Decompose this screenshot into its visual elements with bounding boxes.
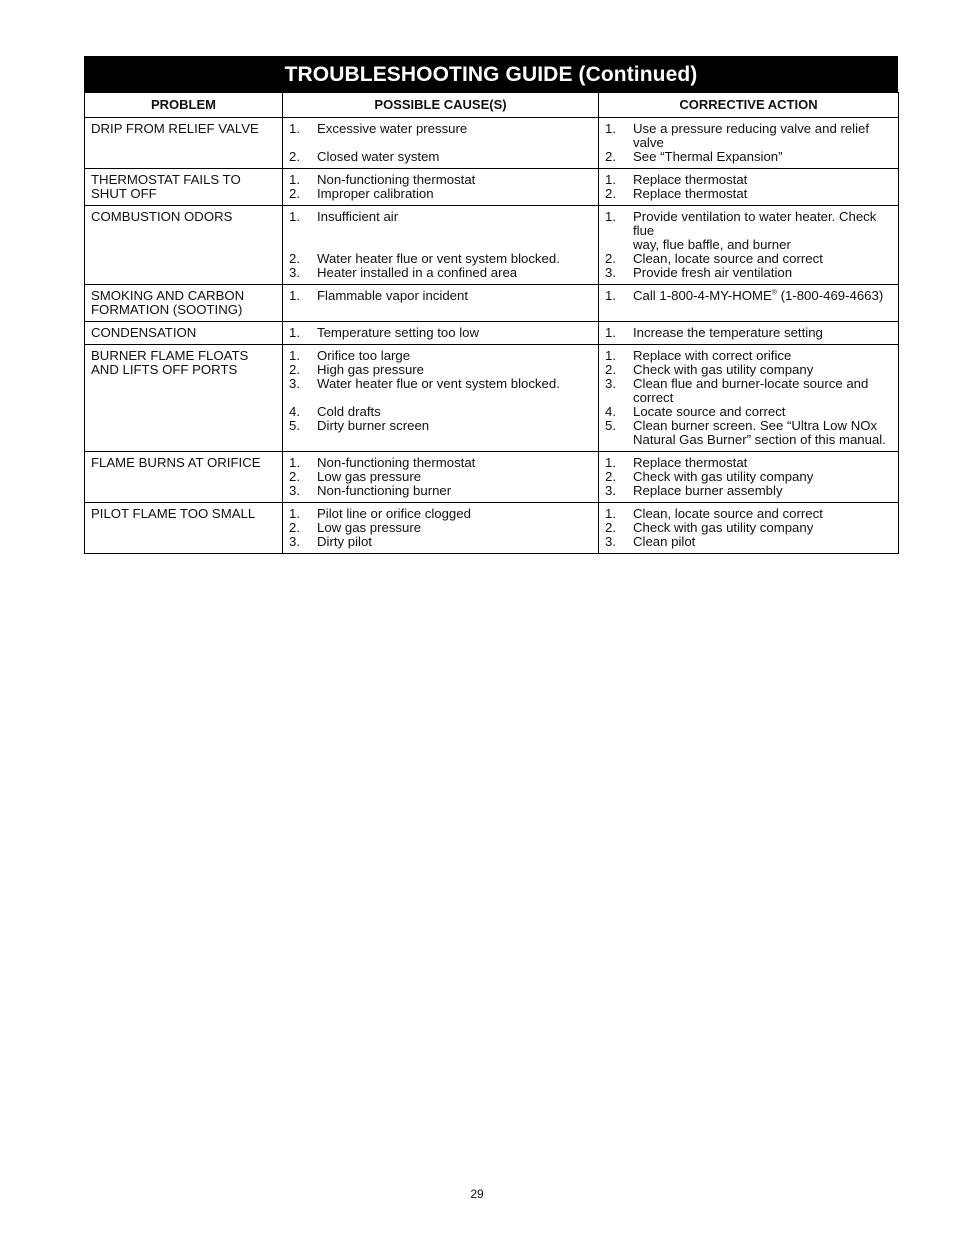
actions-cell	[599, 169, 899, 206]
list-item: 2. Replace thermostat	[605, 186, 748, 201]
troubleshooting-table	[84, 92, 899, 554]
table-row	[85, 285, 899, 322]
list-item: 3. Non-functioning burner	[289, 483, 452, 498]
causes-cell	[283, 118, 599, 169]
problem-cell: DRIP FROM RELIEF VALVE	[85, 118, 283, 169]
list-item: 3. Water heater flue or vent system blocked.	[289, 376, 560, 391]
list-item: 3. Heater installed in a confined area	[289, 265, 518, 280]
list-item: 5. Dirty burner screen	[289, 418, 430, 433]
causes-cell	[283, 169, 599, 206]
problem-cell: THERMOSTAT FAILS TO SHUT OFF	[85, 169, 283, 206]
problem-cell: CONDENSATION	[85, 322, 283, 345]
list-item: 2. Check with gas utility company	[605, 362, 814, 377]
header-corrective-action: CORRECTIVE ACTION	[599, 93, 899, 118]
list-item: 1. Call 1-800-4-MY-HOME® (1-800-469-4663)	[605, 288, 884, 303]
list-item: 1. Flammable vapor incident	[289, 288, 468, 303]
problem-cell: PILOT FLAME TOO SMALL	[85, 503, 283, 554]
list-item: 1. Replace thermostat	[605, 172, 748, 187]
list-item: 2. Improper calibration	[289, 186, 434, 201]
problem-cell: SMOKING AND CARBON FORMATION (SOOTING)	[85, 285, 283, 322]
list-item: 1. Insufficient air	[289, 209, 399, 224]
list-item: 1. Pilot line or orifice clogged	[289, 506, 471, 521]
list-item: 3. Dirty pilot	[289, 534, 372, 549]
actions-cell	[599, 118, 899, 169]
list-item: 1. Replace thermostat	[605, 455, 748, 470]
list-item: 3. Clean flue and burner-locate source and correct	[605, 376, 869, 405]
actions-cell	[599, 206, 899, 285]
actions-cell	[599, 322, 899, 345]
list-item: 1. Temperature setting too low	[289, 325, 479, 340]
list-item: 2. Check with gas utility company	[605, 469, 814, 484]
troubleshooting-guide	[84, 56, 898, 554]
page-number: 29	[470, 1187, 484, 1201]
actions-cell	[599, 285, 899, 322]
list-item: 3. Provide fresh air ventilation	[605, 265, 793, 280]
phone-number: (1-800-469-4663)	[776, 288, 884, 303]
table-row	[85, 452, 899, 503]
list-item: 2. Low gas pressure	[289, 469, 422, 484]
registered-mark: ®	[771, 289, 777, 297]
list-item: 1. Replace with correct orifice	[605, 348, 792, 363]
list-item: 2. Check with gas utility company	[605, 520, 814, 535]
table-row	[85, 503, 899, 554]
list-item: 1. Provide ventilation to water heater. Check flue	[605, 209, 877, 238]
table-row	[85, 322, 899, 345]
causes-cell	[283, 206, 599, 285]
list-item: 4. Locate source and correct	[605, 404, 786, 419]
list-item: 5. Clean burner screen. See “Ultra Low NOx Natural Gas Burner” section of this manual.	[605, 418, 886, 447]
problem-cell: BURNER FLAME FLOATS AND LIFTS OFF PORTS	[85, 345, 283, 452]
list-item: 3. Replace burner assembly	[605, 483, 783, 498]
problem-cell: FLAME BURNS AT ORIFICE	[85, 452, 283, 503]
causes-cell	[283, 452, 599, 503]
list-item: 2. High gas pressure	[289, 362, 425, 377]
actions-cell	[599, 345, 899, 452]
table-row	[85, 169, 899, 206]
problem-cell: COMBUSTION ODORS	[85, 206, 283, 285]
causes-cell	[283, 285, 599, 322]
table-header-row	[85, 93, 899, 118]
guide-title: TROUBLESHOOTING GUIDE (Continued)	[84, 56, 898, 92]
phone-text: Call 1-800-4-MY-HOME	[633, 288, 772, 303]
list-item: 3. Clean pilot	[605, 534, 696, 549]
list-item: 1. Clean, locate source and correct	[605, 506, 823, 521]
list-item-continued: way, flue baffle, and burner	[633, 237, 791, 252]
list-item: 4. Cold drafts	[289, 404, 381, 419]
actions-cell	[599, 503, 899, 554]
list-item: 1. Increase the temperature setting	[605, 325, 823, 340]
list-item: 1. Use a pressure reducing valve and relief valve	[605, 121, 870, 150]
list-item: 1. Non-functioning thermostat	[289, 455, 476, 470]
header-problem: PROBLEM	[85, 93, 283, 118]
causes-cell	[283, 322, 599, 345]
list-item: 2. Low gas pressure	[289, 520, 422, 535]
list-item: 2. See “Thermal Expansion”	[605, 149, 783, 164]
header-possible-causes: POSSIBLE CAUSE(S)	[283, 93, 599, 118]
table-row	[85, 118, 899, 169]
table-row	[85, 206, 899, 285]
list-item: 2. Water heater flue or vent system blocked.	[289, 251, 560, 266]
list-item: 2. Clean, locate source and correct	[605, 251, 823, 266]
table-row	[85, 345, 899, 452]
actions-cell	[599, 452, 899, 503]
list-item: 1. Non-functioning thermostat	[289, 172, 476, 187]
causes-cell	[283, 345, 599, 452]
list-item: 1. Excessive water pressure	[289, 121, 468, 136]
causes-cell	[283, 503, 599, 554]
list-item: 1. Orifice too large	[289, 348, 411, 363]
list-item: 2. Closed water system	[289, 149, 440, 164]
